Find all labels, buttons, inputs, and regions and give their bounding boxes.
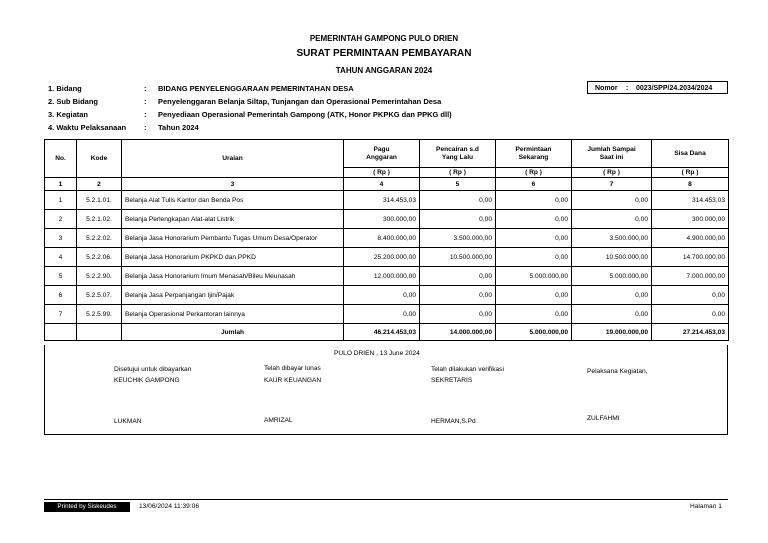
signature-name: LUKMAN xyxy=(114,418,142,425)
table-row xyxy=(45,229,729,248)
place-date: PULO DRIEN , 13 June 2024 xyxy=(334,350,420,357)
cell-kode: 5.2.5.07. xyxy=(77,286,122,305)
cell-sisa: 0,00 xyxy=(652,305,729,324)
info-value: Tahun 2024 xyxy=(158,123,199,132)
info-colon: : xyxy=(144,84,147,93)
cell-permintaan: 0,00 xyxy=(496,229,572,248)
cell-no: 5 xyxy=(45,267,77,286)
cell-uraian: Belanja Jasa Honorarium Pembantu Tugas Umum Desa/Operator xyxy=(122,229,344,248)
total-blank xyxy=(45,324,77,341)
cell-sisa: 4.900.000,00 xyxy=(652,229,729,248)
signature-role: KAUR KEUANGAN xyxy=(264,377,322,384)
total-permintaan: 5.000.000,00 xyxy=(496,324,572,341)
cell-pencairan: 0,00 xyxy=(420,191,496,210)
cell-pagu: 314.453,03 xyxy=(344,191,420,210)
col-number: 8 xyxy=(652,178,729,191)
col-header-jumlah: Jumlah Sampai Saat ini xyxy=(572,140,652,168)
cell-kode: 5.2.2.06. xyxy=(77,248,122,267)
cell-sisa: 314.453,03 xyxy=(652,191,729,210)
cell-pencairan: 10.500.000,00 xyxy=(420,248,496,267)
cell-jumlah: 3.500.000,00 xyxy=(572,229,652,248)
signature-area xyxy=(44,345,728,435)
info-colon: : xyxy=(144,110,147,119)
signature-caption: Disetujui untuk dibayarkan xyxy=(114,366,192,373)
total-sisa: 27.214.453,03 xyxy=(652,324,729,341)
col-header-uraian: Uraian xyxy=(122,140,344,178)
total-pencairan: 14.000.000,00 xyxy=(420,324,496,341)
gov-name: PEMERINTAH GAMPONG PULO DRIEN xyxy=(309,34,459,43)
table-total-row xyxy=(45,324,729,341)
signature-role: SEKRETARIS xyxy=(431,377,473,384)
signature-name: ZULFAHMI xyxy=(587,415,620,422)
info-colon: : xyxy=(144,123,147,132)
cell-pencairan: 3.500.000,00 xyxy=(420,229,496,248)
footer-divider xyxy=(44,499,728,500)
col-header-kode: Kode xyxy=(77,140,122,178)
cell-uraian: Belanja Alat Tulis Kantor dan Benda Pos xyxy=(122,191,344,210)
col-header-sisa: Sisa Dana xyxy=(652,140,729,168)
cell-pagu: 0,00 xyxy=(344,305,420,324)
cell-no: 7 xyxy=(45,305,77,324)
table-row xyxy=(45,191,729,210)
cell-uraian: Belanja Jasa Honorarium Imum Menasah/Bileu Meunasah xyxy=(122,267,344,286)
total-jumlah: 19.000.000,00 xyxy=(572,324,652,341)
col-number: 7 xyxy=(572,178,652,191)
info-label: 2. Sub Bidang xyxy=(48,97,99,106)
cell-pencairan: 0,00 xyxy=(420,210,496,229)
signature-caption: Pelaksana Kegiatan, xyxy=(587,368,648,375)
cell-permintaan: 0,00 xyxy=(496,210,572,229)
info-block xyxy=(48,84,578,134)
table-row xyxy=(45,248,729,267)
info-label: 3. Kegiatan xyxy=(48,110,89,119)
col-header-pencairan: Pencairan s.d Yang Lalu xyxy=(420,140,496,168)
cell-jumlah: 0,00 xyxy=(572,210,652,229)
column-number-row xyxy=(45,178,729,191)
info-label: 1. Bidang xyxy=(48,84,82,93)
col-header-no: No. xyxy=(45,140,77,178)
table-row xyxy=(45,210,729,229)
cell-pagu: 300.000,00 xyxy=(344,210,420,229)
info-value: BIDANG PENYELENGGARAAN PEMERINTAHAN DESA xyxy=(158,84,354,93)
cell-permintaan: 0,00 xyxy=(496,191,572,210)
cell-kode: 5.2.1.02. xyxy=(77,210,122,229)
info-row-kegiatan xyxy=(48,110,578,122)
signature-caption: Telah dilakukan verifikasi xyxy=(431,366,504,373)
cell-kode: 5.2.2.02. xyxy=(77,229,122,248)
table-row xyxy=(45,286,729,305)
cell-pagu: 0,00 xyxy=(344,286,420,305)
table-row xyxy=(45,305,729,324)
col-number: 4 xyxy=(344,178,420,191)
unit-rp: ( Rp ) xyxy=(344,168,420,178)
signature-caption: Telah dibayar lunas xyxy=(264,365,321,372)
nomor-colon: : xyxy=(626,85,629,92)
cell-permintaan: 0,00 xyxy=(496,248,572,267)
printed-by-badge: Printed by Siskeudes xyxy=(44,502,130,512)
cell-no: 2 xyxy=(45,210,77,229)
cell-no: 4 xyxy=(45,248,77,267)
col-number: 1 xyxy=(45,178,77,191)
cell-permintaan: 5.000.000,00 xyxy=(496,267,572,286)
col-number: 6 xyxy=(496,178,572,191)
payment-table xyxy=(44,139,729,341)
cell-sisa: 7.000.000,00 xyxy=(652,267,729,286)
info-value: Penyediaan Operasional Pemerintah Gampong (ATK, Honor PKPKG dan PPKG dll) xyxy=(158,110,452,119)
cell-sisa: 300.000,00 xyxy=(652,210,729,229)
signature-name: AMRIZAL xyxy=(264,417,293,424)
cell-jumlah: 0,00 xyxy=(572,191,652,210)
cell-pencairan: 0,00 xyxy=(420,267,496,286)
info-value: Penyelenggaran Belanja Siltap, Tunjangan dan Operasional Pemerintahan Desa xyxy=(158,97,442,106)
cell-uraian: Belanja Jasa Perpanjangan Ijin/Pajak xyxy=(122,286,344,305)
cell-pagu: 12.000.000,00 xyxy=(344,267,420,286)
cell-sisa: 0,00 xyxy=(652,286,729,305)
info-row-waktu xyxy=(48,123,578,135)
table-header-row xyxy=(45,140,729,168)
total-pagu: 46.214.453,03 xyxy=(344,324,420,341)
cell-kode: 5.2.5.99. xyxy=(77,305,122,324)
signature-role: KEUCHIK GAMPONG xyxy=(114,377,180,384)
cell-pagu: 25.200.000,00 xyxy=(344,248,420,267)
cell-uraian: Belanja Perlengkapan Alat-alat Listrik xyxy=(122,210,344,229)
cell-jumlah: 0,00 xyxy=(572,286,652,305)
fiscal-year: TAHUN ANGGARAN 2024 xyxy=(335,66,433,75)
col-header-permintaan: Permintaan Sekarang xyxy=(496,140,572,168)
unit-rp: ( Rp ) xyxy=(652,168,729,178)
cell-permintaan: 0,00 xyxy=(496,305,572,324)
info-row-bidang xyxy=(48,84,578,96)
col-number: 5 xyxy=(420,178,496,191)
cell-no: 3 xyxy=(45,229,77,248)
total-label: Jumlah xyxy=(122,324,344,341)
cell-no: 1 xyxy=(45,191,77,210)
cell-sisa: 14.700.000,00 xyxy=(652,248,729,267)
signature-name: HERMAN,S.Pd xyxy=(431,418,476,425)
col-number: 2 xyxy=(77,178,122,191)
cell-kode: 5.2.1.01. xyxy=(77,191,122,210)
table-row xyxy=(45,267,729,286)
cell-pencairan: 0,00 xyxy=(420,305,496,324)
col-header-pagu: Pagu Anggaran xyxy=(344,140,420,168)
info-colon: : xyxy=(144,97,147,106)
nomor-label: Nomor xyxy=(595,85,618,92)
unit-rp: ( Rp ) xyxy=(572,168,652,178)
cell-permintaan: 0,00 xyxy=(496,286,572,305)
cell-no: 6 xyxy=(45,286,77,305)
info-row-sub-bidang xyxy=(48,97,578,109)
page-number: Halaman 1 xyxy=(690,503,722,510)
nomor-value: 0023/SPP/24.2034/2024 xyxy=(636,85,713,92)
nomor-box xyxy=(587,81,728,94)
cell-pencairan: 0,00 xyxy=(420,286,496,305)
unit-rp: ( Rp ) xyxy=(496,168,572,178)
page-title: SURAT PERMINTAAN PEMBAYARAN xyxy=(296,48,472,59)
info-label: 4. Waktu Pelaksanaan xyxy=(48,123,127,132)
cell-jumlah: 0,00 xyxy=(572,305,652,324)
print-datetime: 13/06/2024 11:39:06 xyxy=(139,503,200,510)
total-blank xyxy=(77,324,122,341)
cell-kode: 5.2.2.90. xyxy=(77,267,122,286)
cell-uraian: Belanja Jasa Honorarium PKPKD dan PPKD xyxy=(122,248,344,267)
cell-pagu: 8.400.000,00 xyxy=(344,229,420,248)
cell-uraian: Belanja Operasional Perkantoran lainnya xyxy=(122,305,344,324)
cell-jumlah: 5.000.000,00 xyxy=(572,267,652,286)
col-number: 3 xyxy=(122,178,344,191)
unit-rp: ( Rp ) xyxy=(420,168,496,178)
cell-jumlah: 10.500.000,00 xyxy=(572,248,652,267)
